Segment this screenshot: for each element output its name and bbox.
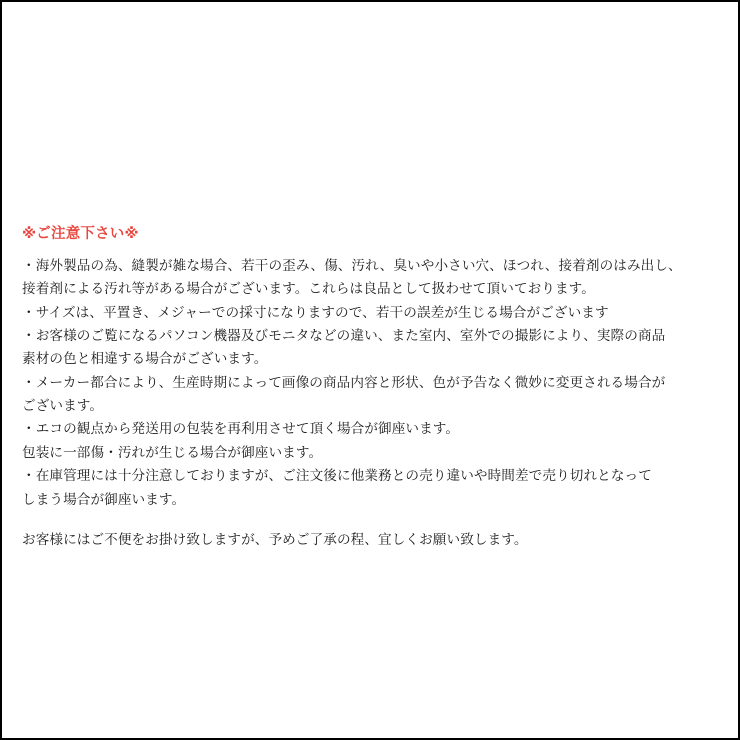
notice-line-8: ・エコの観点から発送用の包装を再利用させて頂く場合が御座います。	[22, 421, 460, 437]
notice-line-3: ・サイズは、平置き、メジャーでの採寸になりますので、若干の誤差が生じる場合がございます	[22, 304, 609, 320]
closing-line: お客様にはご不便をお掛け致しますが、予めご了承の程、宜しくお願い致します。	[22, 531, 528, 547]
notice-block	[22, 224, 712, 551]
notice-heading: ※ご注意下さい※	[22, 226, 139, 242]
notice-line-2: 接着剤による汚れ等がある場合がございます。これらは良品として扱わせて頂いております。	[22, 281, 595, 297]
notice-spacer	[22, 511, 712, 528]
notice-line-10: ・在庫管理には十分注意しておりますが、ご注文後に他業務との売り違いや時間差で売り切れとなって	[22, 468, 652, 484]
notice-line-9: 包装に一部傷・汚れが生じる場合が御座います。	[22, 444, 323, 460]
notice-line-4: ・お客様のご覧になるパソコン機器及びモニタなどの違い、また室内、室外での撮影により、実際の商品	[22, 327, 666, 343]
notice-line-7: ございます。	[22, 398, 104, 413]
notice-line-5: 素材の色と相違する場合がございます。	[22, 351, 268, 367]
notice-line-6: ・メーカー都合により、生産時期によって画像の商品内容と形状、色が予告なく微妙に変更される場合が	[22, 374, 666, 390]
notice-line-1: ・海外製品の為、縫製が雑な場合、若干の歪み、傷、汚れ、臭いや小さい穴、ほつれ、接着剤のはみ出し、	[22, 257, 682, 273]
notice-line-11: しまう場合が御座います。	[22, 491, 186, 507]
